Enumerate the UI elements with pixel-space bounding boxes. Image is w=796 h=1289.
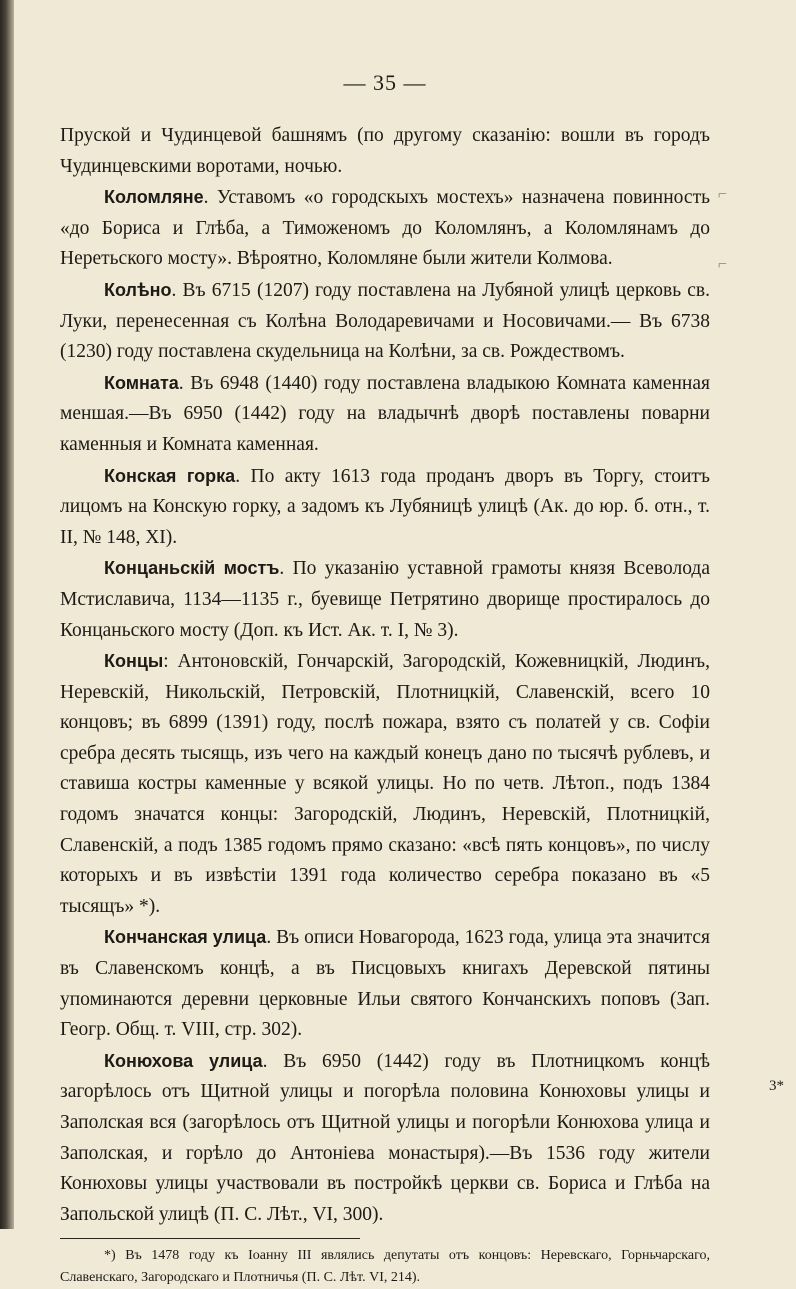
entry-term: Колѣно: [104, 279, 172, 300]
book-spine-shadow: [0, 0, 14, 1229]
margin-mark: ⌐: [718, 256, 728, 273]
paragraph: [60, 461, 710, 554]
paragraph: [60, 182, 710, 275]
entry-term: Конская горка: [104, 465, 236, 486]
page-content: [60, 70, 710, 1289]
entry-text: . По указанію уставной грамоты князя Всеволода Мстиславича, 1134—1135 г., буевище Петрятино дворище простиралось до Концаньского мосту (Доп. къ Ист. Ак. т. I, № 3).: [60, 558, 710, 641]
paragraph: [60, 275, 710, 368]
entry-text: : Антоновскій, Гончарскій, Загородскій, Кожевницкій, Людинъ, Неревскій, Никольскій, Петровскій, Плотницкій, Славенскій, всего 10 концовъ; въ 6899 (1391) году, послѣ пожара, взято съ полатей у св. Софіи сребра десять тысящь, изъ чего на каждый конецъ дано по тысячѣ рублевъ, и ставиша костры каменные у всякой улицы. Но по четв. Лѣтоп., подъ 1384 годомъ значатся концы: Загородскій, Людинъ, Неревскій, Плотницкій, Славенскій, а подъ 1385 годомъ прямо сказано: «всѣ пять концовъ», по числу которыхъ и въ извѣстіи 1391 года количество серебра показано въ «5 тысящъ» *).: [60, 651, 710, 917]
entry-term: Коломляне: [104, 187, 204, 208]
entry-term: Кончанская улица: [104, 927, 267, 948]
paragraph: [60, 553, 710, 646]
paragraph: [60, 922, 710, 1045]
entry-term: Конюхова улица: [104, 1050, 263, 1071]
paragraph: [60, 1046, 710, 1231]
entry-text: Пруской и Чудинцевой башнямъ (по другому сказанію: вошли въ городъ Чудинцевскими воротами, ночью.: [60, 125, 710, 177]
footnote: *) Въ 1478 году къ Іоанну III являлись депутаты отъ концовъ: Неревскаго, Горньчарскаго, Славенскаго, Загородскаго и Плотничья (П. С. Лѣт. VI, 214).: [60, 1248, 710, 1286]
entry-text: . Въ описи Новагорода, 1623 года, улица эта значится въ Славенскомъ концѣ, а въ Писцовыхъ книгахъ Деревской пятины упоминаются деревни церковные Ильи святого Кончанскихъ поповъ (Зап. Геогр. Общ. т. VIII, стр. 302).: [60, 927, 711, 1041]
entry-text: . Въ 6715 (1207) году поставлена на Лубяной улицѣ церковь св. Луки, перенесенная съ Колѣна Володаревичами и Носовичами.— Въ 6738 (1230) году поставлена скудельница на Колѣни, за св. Рождествомъ.: [60, 279, 710, 363]
paragraph-list: [60, 120, 710, 1230]
page-number: — 35 —: [343, 70, 427, 95]
entry-text: . Уставомъ «о городскыхъ мостехъ» назначена повинность «до Бориса и Глѣба, а Тиможеномъ до Коломлянъ, а Коломлянамъ до Неретьского мосту». Вѣроятно, Коломляне были жители Колмова.: [60, 187, 710, 270]
paragraph: [60, 120, 710, 182]
margin-mark: ⌐: [718, 186, 728, 203]
signature-mark: 3*: [769, 1078, 784, 1094]
footnote-divider: [60, 1238, 360, 1239]
entry-term: Комната: [104, 372, 179, 393]
entry-term: Концаньскій мостъ: [104, 558, 280, 579]
entry-term: Концы: [104, 651, 164, 672]
paragraph: [60, 646, 710, 922]
entry-text: . Въ 6948 (1440) году поставлена владыкою Комната каменная меншая.—Въ 6950 (1442) году на владычнѣ дворѣ поставлены поварни каменныя и Комната каменная.: [60, 372, 710, 455]
entry-text: . Въ 6950 (1442) году въ Плотницкомъ концѣ загорѣлось отъ Щитной улицы и погорѣла половина Конюховы улицы и Заполская вся (загорѣлось отъ Щитной улицы и погорѣли Конюхова улица и Заполская, и горѣло до Антоніева монастыря).—Въ 1536 году жители Конюховы улицы участвовали въ постройкѣ церкви св. Бориса и Глѣба на Запольской улицѣ (П. С. Лѣт., VI, 300).: [60, 1050, 710, 1225]
paragraph: [60, 368, 710, 461]
entry-text: . По акту 1613 года проданъ дворъ въ Торгу, стоитъ лицомъ на Конскую горку, а задомъ къ Лубяницѣ улицѣ (Ак. до юр. б. отн., т. II, № 148, XI).: [60, 465, 710, 548]
